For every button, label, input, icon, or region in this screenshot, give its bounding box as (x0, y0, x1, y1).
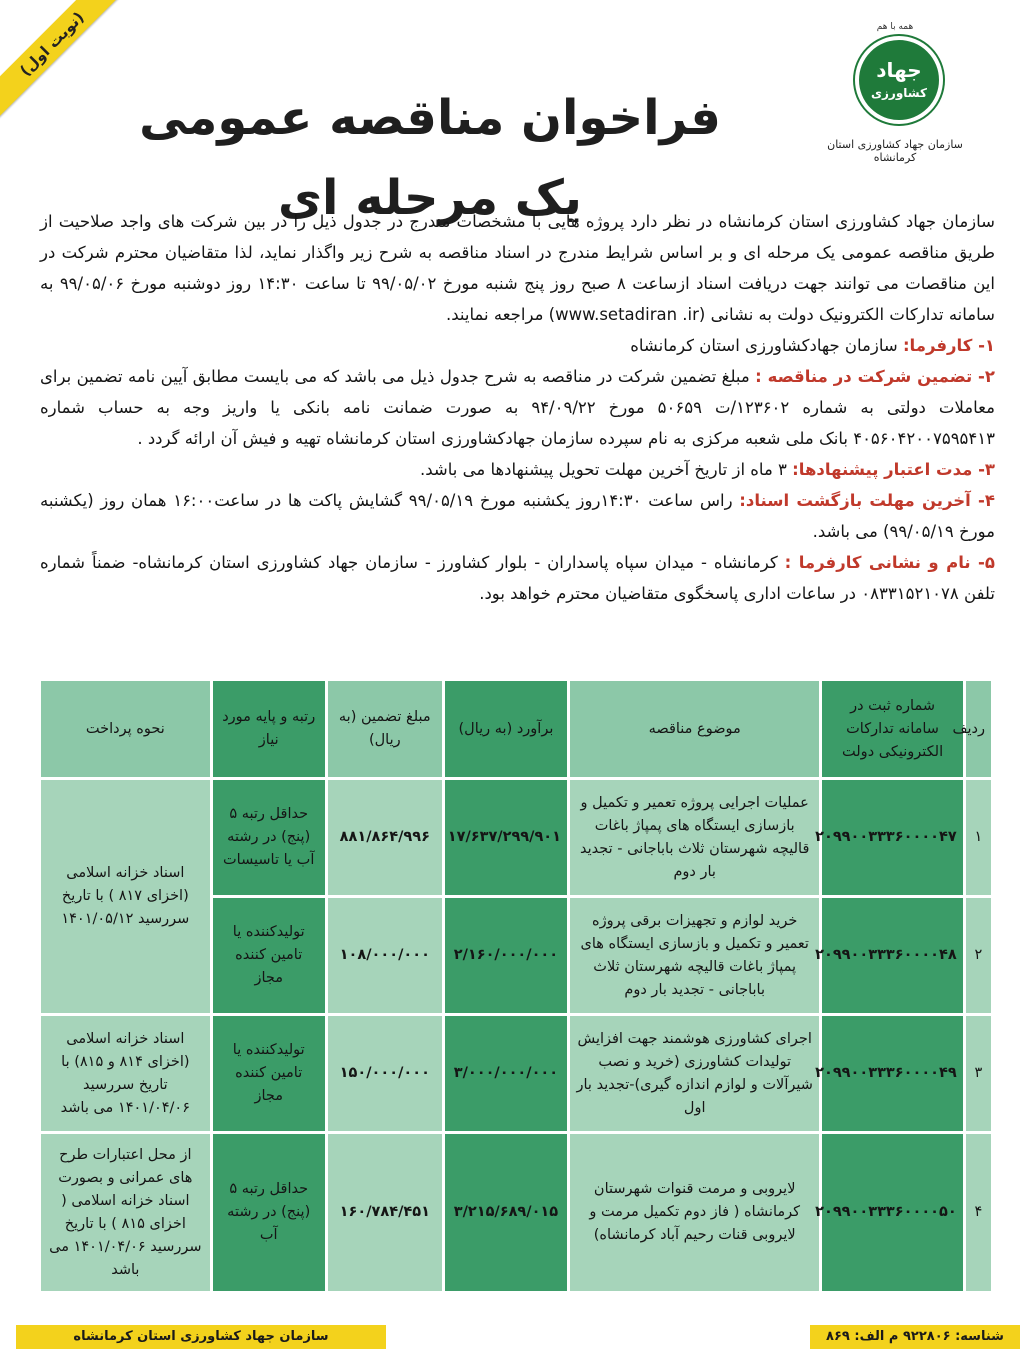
cell-grade: تولیدکننده یا تامین کننده مجاز (211, 1015, 326, 1133)
clause-deadline (40, 485, 995, 547)
footer-organization: سازمان جهاد کشاورزی استان کرمانشاه (16, 1325, 386, 1349)
clause-text: ۳ ماه از تاریخ آخرین مهلت تحویل پیشنهادها می باشد. (420, 460, 793, 479)
cell-payment: اسناد خزانه اسلامی (اخزای ۸۱۴ و ۸۱۵) با تاریخ سررسید ۱۴۰۱/۰۴/۰۶ می باشد (40, 1015, 212, 1133)
table-header-row (40, 680, 993, 779)
clause-guarantee (40, 361, 995, 454)
organization-logo (855, 36, 943, 124)
cell-grade: حداقل رتبه ۵ (پنج) در رشته آب یا تاسیسات (211, 779, 326, 897)
col-header-registration: شماره ثبت در سامانه تدارکات الکترونیکی دولت (821, 680, 964, 779)
tender-table (38, 678, 994, 1294)
cell-registration: ۲۰۹۹۰۰۳۳۳۶۰۰۰۰۵۰ (821, 1133, 964, 1293)
clause-label: ۲- تضمین شرکت در مناقصه : (755, 367, 995, 386)
cell-guarantee: ۱۰۸/۰۰۰/۰۰۰ (326, 897, 443, 1015)
col-header-subject: موضوع مناقصه (569, 680, 821, 779)
clause-text: کرمانشاه - میدان سپاه پاسداران - بلوار کشاورز - سازمان جهاد کشاورزی استان کرمانشاه- ضمناً شماره تلفن ۰۸۳۳۱۵۲۱۰۷۸ در ساعات اداری پاسخگوی متقاضیان محترم خواهد بود. (40, 553, 995, 603)
footer-bar (16, 1325, 1020, 1349)
round-badge: (نوبت اول) (0, 0, 120, 118)
cell-row-no: ۲ (964, 897, 992, 1015)
cell-subject: اجرای کشاورزی هوشمند جهت افزایش تولیدات کشاورزی (خرید و نصب شیرآلات و لوازم اندازه گیری)-تجدید بار اول (569, 1015, 821, 1133)
clause-validity (40, 454, 995, 485)
clause-text: مبلغ تضمین شرکت در مناقصه به شرح جدول ذیل می باشد که می بایست مطابق آیین نامه تضمین برای معاملات دولتی به شماره ۱۲۳۶۰۲/ت ۵۰۶۵۹ مورخ ۹۴/۰۹/۲۲ به صورت ضمانت نامه بانکی یا واریز وجه به حساب شماره ۴۰۵۶۰۴۲۰۰۷۵۹۵۴۱۳ بانک ملی شعبه مرکزی به نام سپرده سازمان جهادکشاورزی استان کرمانشاه تهیه و فیش آن ارائه گردد . (40, 367, 995, 448)
cell-estimate: ۱۷/۶۳۷/۲۹۹/۹۰۱ (443, 779, 568, 897)
clause-text: سازمان جهادکشاورزی استان کرمانشاه (630, 336, 903, 355)
cell-guarantee: ۱۵۰/۰۰۰/۰۰۰ (326, 1015, 443, 1133)
col-header-row-no: ردیف (964, 680, 992, 779)
cell-subject: لایروبی و مرمت قنوات شهرستان کرمانشاه ( فاز دوم تکمیل مرمت و لایروبی قنات رحیم آباد کرمانشاه) (569, 1133, 821, 1293)
clause-label: ۳- مدت اعتبار پیشنهادها: (792, 460, 995, 479)
clause-employer (40, 330, 995, 361)
cell-payment: اسناد خزانه اسلامی (اخزای ۸۱۷ ) با تاریخ سررسید ۱۴۰۱/۰۵/۱۲ (40, 779, 212, 1015)
col-header-guarantee: مبلغ تضمین (به ریال) (326, 680, 443, 779)
intro-paragraph: سازمان جهاد کشاورزی استان کرمانشاه در نظر دارد پروژه هایی با مشخصات مندرج در جدول ذیل را در بین شرکت های واجد صلاحیت از طریق مناقصه عمومی یک مرحله ای و بر اساس شرایط مندرج در اسناد مناقصه به شرح زیر واگذار نماید، لذا متقاضیان محترم شرکت در این مناقصات می توانند جهت دریافت اسناد ازساعت ۸ صبح روز پنج شنبه مورخ ۹۹/۰۵/۰۲ تا ساعت ۱۴:۳۰ روز دوشنبه مورخ ۹۹/۰۵/۰۶ به سامانه تدارکات الکترونیک دولت به نشانی (www.setadiran .ir) مراجعه نمایند. (40, 212, 995, 324)
clause-label: ۴- آخرین مهلت بازگشت اسناد: (739, 491, 995, 510)
cell-estimate: ۳/۲۱۵/۶۸۹/۰۱۵ (443, 1133, 568, 1293)
table-row (40, 1133, 993, 1293)
logo-slogan: همه با هم (876, 22, 914, 32)
cell-registration: ۲۰۹۹۰۰۳۳۳۶۰۰۰۰۴۷ (821, 779, 964, 897)
col-header-grade: رتبه و پایه مورد نیاز (211, 680, 326, 779)
cell-row-no: ۴ (964, 1133, 992, 1293)
logo-sub-text: کشاورزی (871, 86, 927, 100)
corner-ribbon (0, 0, 120, 120)
page-title: فراخوان مناقصه عمومی یک مرحله ای (139, 90, 721, 226)
cell-row-no: ۳ (964, 1015, 992, 1133)
cell-payment: از محل اعتبارات طرح های عمرانی و بصورت اسناد خزانه اسلامی ( اخزای ۸۱۵ ) با تاریخ سررسید ۱۴۰۱/۰۴/۰۶ می باشد (40, 1133, 212, 1293)
table-row (40, 779, 993, 897)
cell-grade: حداقل رتبه ۵ (پنج) در رشته آب (211, 1133, 326, 1293)
notice-body (40, 206, 995, 609)
cell-guarantee: ۱۶۰/۷۸۴/۴۵۱ (326, 1133, 443, 1293)
col-header-payment: نحوه پرداخت (40, 680, 212, 779)
cell-registration: ۲۰۹۹۰۰۳۳۳۶۰۰۰۰۴۹ (821, 1015, 964, 1133)
footer-identifier: شناسه: ۹۲۲۸۰۶ م الف: ۸۶۹ (810, 1325, 1020, 1349)
cell-guarantee: ۸۸۱/۸۶۴/۹۹۶ (326, 779, 443, 897)
clause-label: ۵- نام و نشانی کارفرما : (784, 553, 995, 572)
cell-estimate: ۳/۰۰۰/۰۰۰/۰۰۰ (443, 1015, 568, 1133)
cell-subject: عملیات اجرایی پروژه تعمیر و تکمیل و بازسازی ایستگاه های پمپاژ باغات قالیچه شهرستان ثلاث باباجانی - تجدید بار دوم (569, 779, 821, 897)
logo-caption: سازمان جهاد کشاورزی استان کرمانشاه (827, 138, 963, 164)
cell-estimate: ۲/۱۶۰/۰۰۰/۰۰۰ (443, 897, 568, 1015)
cell-subject: خرید لوازم و تجهیزات برقی پروژه تعمیر و تکمیل و بازسازی ایستگاه های پمپاژ باغات قالیچه شهرستان ثلاث باباجانی - تجدید بار دوم (569, 897, 821, 1015)
logo-main-text: جهاد (876, 58, 922, 82)
cell-grade: تولیدکننده یا تامین کننده مجاز (211, 897, 326, 1015)
cell-registration: ۲۰۹۹۰۰۳۳۳۶۰۰۰۰۴۸ (821, 897, 964, 1015)
col-header-estimate: برآورد (به ریال) (443, 680, 568, 779)
table-row (40, 1015, 993, 1133)
clause-label: ۱- کارفرما: (902, 336, 995, 355)
cell-row-no: ۱ (964, 779, 992, 897)
clause-address (40, 547, 995, 609)
clause-text: راس ساعت ۱۴:۳۰روز یکشنبه مورخ ۹۹/۰۵/۱۹ گشایش پاکت ها در ساعت۱۶:۰۰ همان روز (یکشنبه مورخ ۹۹/۰۵/۱۹) می باشد. (40, 491, 995, 541)
